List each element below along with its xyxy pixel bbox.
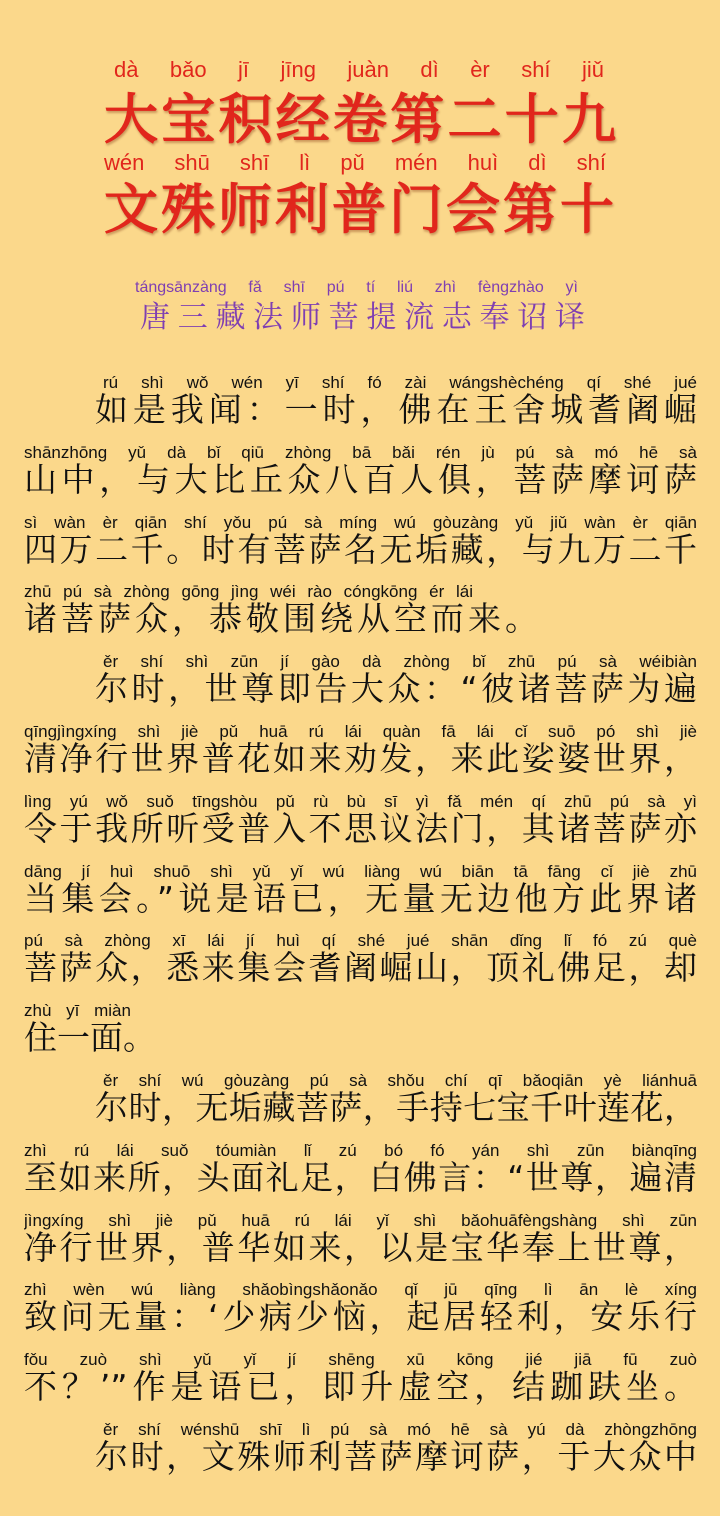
verse-pinyin: zhù yī miàn: [24, 1001, 131, 1021]
title-line-2: 文殊师利普门会第十: [104, 178, 614, 241]
verse-text: 清净行世界普花如来劝发，来此娑婆世界，: [24, 740, 697, 777]
verse-pinyin: pú sà zhòng xī lái jí huì qí shé jué shān dǐng lǐ fó zú què: [24, 931, 697, 951]
verse-line: [0, 719, 720, 789]
verse-text: 当集会。”说是语已，无量无边他方此界诸: [24, 880, 697, 917]
verse-text: 令于我所听受普入不思议法门，其诸菩萨亦: [24, 810, 697, 847]
verse-line: [0, 789, 720, 859]
verse-pinyin: qīngjìngxíng shì jiè pǔ huā rú lái quàn fā lái cǐ suō pó shì jiè: [24, 721, 697, 741]
translator-credit: 唐三藏法师菩提流志奉诏译: [140, 300, 585, 335]
verse-body: [0, 370, 720, 1487]
verse-line: [0, 370, 720, 440]
verse-line: [0, 998, 720, 1068]
verse-line: [0, 649, 720, 719]
verse-text: 如是我闻：一时，佛在王舍城耆阇崛: [95, 392, 697, 428]
verse-pinyin: zhū pú sà zhòng gōng jìng wéi rào cóngkōng ér lái: [24, 582, 473, 602]
verse-pinyin: ěr shí shì zūn jí gào dà zhòng bǐ zhū pú sà wéibiàn: [103, 652, 697, 672]
verse-pinyin: dāng jí huì shuō shì yǔ yǐ wú liàng wú biān tā fāng cǐ jiè zhū: [24, 861, 697, 881]
verse-pinyin: ěr shí wénshū shī lì pú sà mó hē sà yú dà zhòngzhōng: [103, 1419, 697, 1439]
verse-pinyin: shānzhōng yǔ dà bǐ qiū zhòng bā bǎi rén jù pú sà mó hē sà: [24, 442, 697, 462]
verse-text: 诸菩萨众，恭敬围绕从空而来。: [24, 601, 542, 638]
verse-line: [0, 1138, 720, 1208]
verse-line: [0, 1347, 720, 1417]
title-line-1: 大宝积经卷第二十九: [104, 88, 616, 151]
verse-text: 不？’”作是语已，即升虚空，结跏趺坐。: [24, 1369, 697, 1406]
verse-line: [0, 1068, 720, 1138]
verse-pinyin: rú shì wǒ wén yī shí fó zài wángshèchéng qí shé jué: [103, 373, 697, 392]
verse-text: 尔时，文殊师利菩萨摩诃萨，于大众中: [95, 1438, 697, 1475]
verse-text: 尔时，世尊即告大众：“彼诸菩萨为遍: [95, 671, 697, 708]
verse-text: 四万二千。时有菩萨名无垢藏，与九万二千: [24, 531, 697, 568]
verse-line: [0, 579, 720, 649]
verse-pinyin: ěr shí wú gòuzàng pú sà shǒu chí qī bǎoqiān yè liánhuā: [103, 1070, 697, 1090]
verse-text: 致问无量：‘少病少恼，起居轻利，安乐行: [24, 1299, 697, 1336]
verse-line: [0, 1417, 720, 1487]
verse-pinyin: sì wàn èr qiān shí yǒu pú sà míng wú gòuzàng yǔ jiǔ wàn èr qiān: [24, 512, 697, 532]
verse-pinyin: jìngxíng shì jiè pǔ huā rú lái yǐ shì bǎohuāfèngshàng shì zūn: [24, 1210, 697, 1230]
verse-pinyin: zhì rú lái suǒ tóumiàn lǐ zú bó fó yán shì zūn biànqīng: [24, 1140, 697, 1160]
verse-line: [0, 510, 720, 580]
verse-line: [0, 1208, 720, 1278]
verse-pinyin: lìng yú wǒ suǒ tīngshòu pǔ rù bù sī yì fǎ mén qí zhū pú sà yì: [24, 791, 697, 811]
verse-pinyin: zhì wèn wú liàng shǎobìngshǎonǎo qǐ jū qīng lì ān lè xíng: [24, 1280, 697, 1300]
verse-text: 山中，与大比丘众八百人俱，菩萨摩诃萨: [24, 461, 697, 498]
verse-text: 菩萨众，悉来集会耆阇崛山，顶礼佛足，却: [24, 950, 697, 987]
verse-text: 住一面。: [24, 1020, 156, 1057]
verse-pinyin: fǒu zuò shì yǔ yǐ jí shēng xū kōng jié jiā fū zuò: [24, 1350, 697, 1370]
verse-line: [0, 859, 720, 929]
verse-line: [0, 928, 720, 998]
verse-line: [0, 440, 720, 510]
title-pinyin-line-2: wén shū shī lì pǔ mén huì dì shí: [104, 150, 606, 175]
verse-line: [0, 1277, 720, 1347]
verse-text: 至如来所，头面礼足，白佛言：“世尊，遍清: [24, 1159, 697, 1196]
translator-pinyin: tángsānzàng fǎ shī pú tí liú zhì fèngzhào yì: [135, 279, 578, 296]
title-pinyin-line-1: dà bǎo jī jīng juàn dì èr shí jiǔ: [114, 57, 604, 82]
verse-text: 尔时，无垢藏菩萨，手持七宝千叶莲花，: [95, 1089, 697, 1126]
verse-text: 净行世界，普华如来，以是宝华奉上世尊，: [24, 1229, 697, 1266]
